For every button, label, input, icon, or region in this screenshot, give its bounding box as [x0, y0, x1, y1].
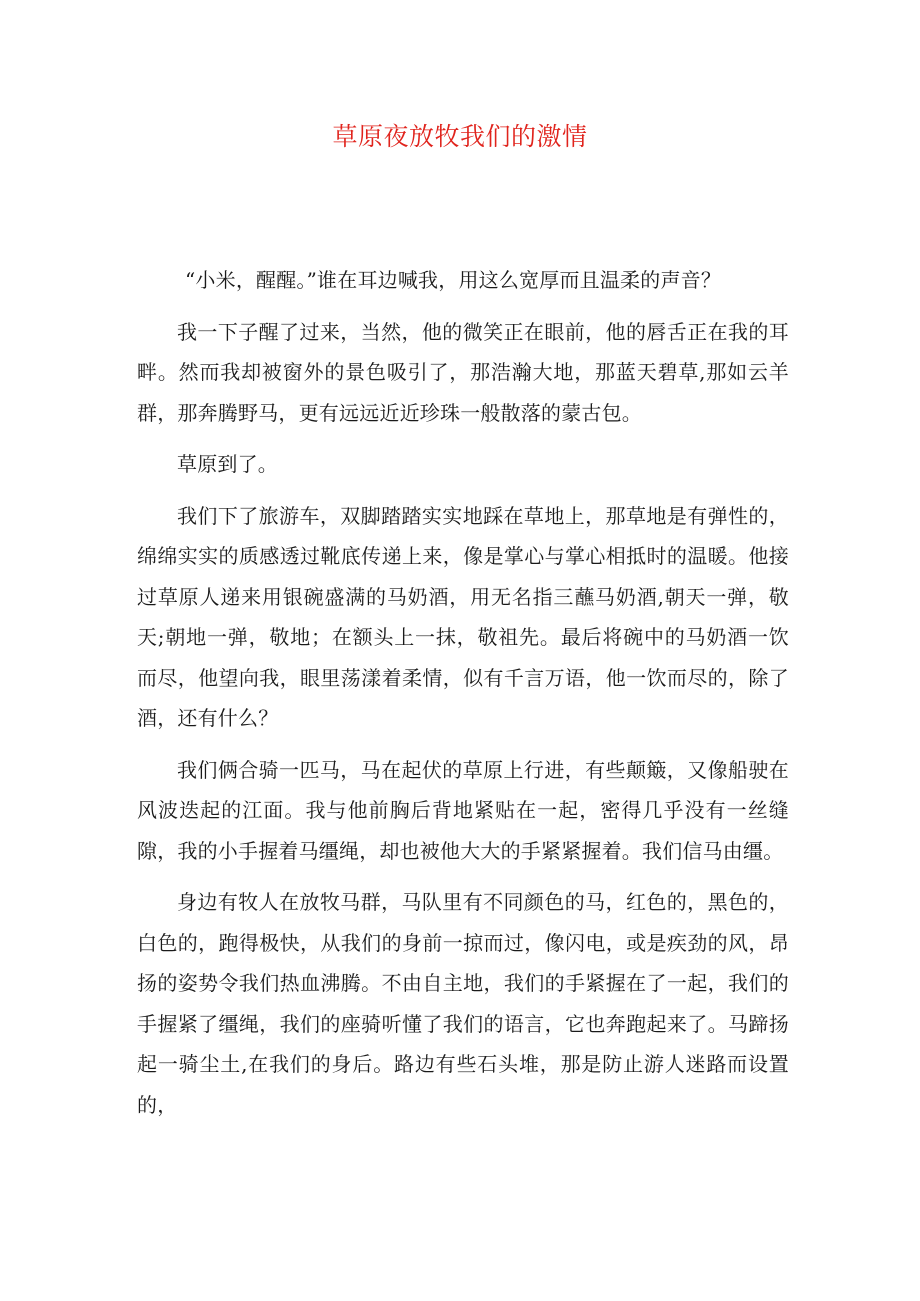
document-body [137, 260, 789, 1136]
paragraph: 我一下子醒了过来，当然，他的微笑正在眼前，他的唇舌正在我的耳畔。然而我却被窗外的景色吸引了，那浩瀚大地，那蓝天碧草,那如云羊群，那奔腾野马，更有远远近近珍珠一般散落的蒙古包。 [137, 319, 789, 425]
paragraph: 我们下了旅游车，双脚踏踏实实地踩在草地上，那草地是有弹性的，绵绵实实的质感透过靴底传递上来，像是掌心与掌心相抵时的温暖。他接过草原人递来用银碗盛满的马奶酒，用无名指三蘸马奶酒,朝天一弹，敬天;朝地一弹，敬地；在额头上一抹，敬祖先。最后将碗中的马奶酒一饮而尽，他望向我，眼里荡漾着柔情，似有千言万语，他一饮而尽的，除了酒，还有什么？ [137, 503, 789, 730]
document-title: 草原夜放牧我们的激情 [332, 122, 588, 151]
paragraph: 草原到了。 [177, 452, 278, 476]
paragraph: “小米，醒醒。”谁在耳边喊我，用这么宽厚而且温柔的声音？ [185, 268, 722, 292]
paragraph: 我们俩合骑一匹马，马在起伏的草原上行进，有些颠簸，又像船驶在风波迭起的江面。我与他前胸后背地紧贴在一起，密得几乎没有一丝缝隙，我的小手握着马缰绳，却也被他大大的手紧紧握着。我们信马由缰。 [137, 757, 789, 863]
paragraph: 身边有牧人在放牧马群，马队里有不同颜色的马，红色的，黑色的，白色的，跑得极快，从我们的身前一掠而过，像闪电，或是疾劲的风，昂扬的姿势令我们热血沸腾。不由自主地，我们的手紧握在了一起，我们的手握紧了缰绳，我们的座骑听懂了我们的语言，它也奔跑起来了。马蹄扬起一骑尘土,在我们的身后。路边有些石头堆，那是防止游人迷路而设置的， [137, 890, 789, 1117]
